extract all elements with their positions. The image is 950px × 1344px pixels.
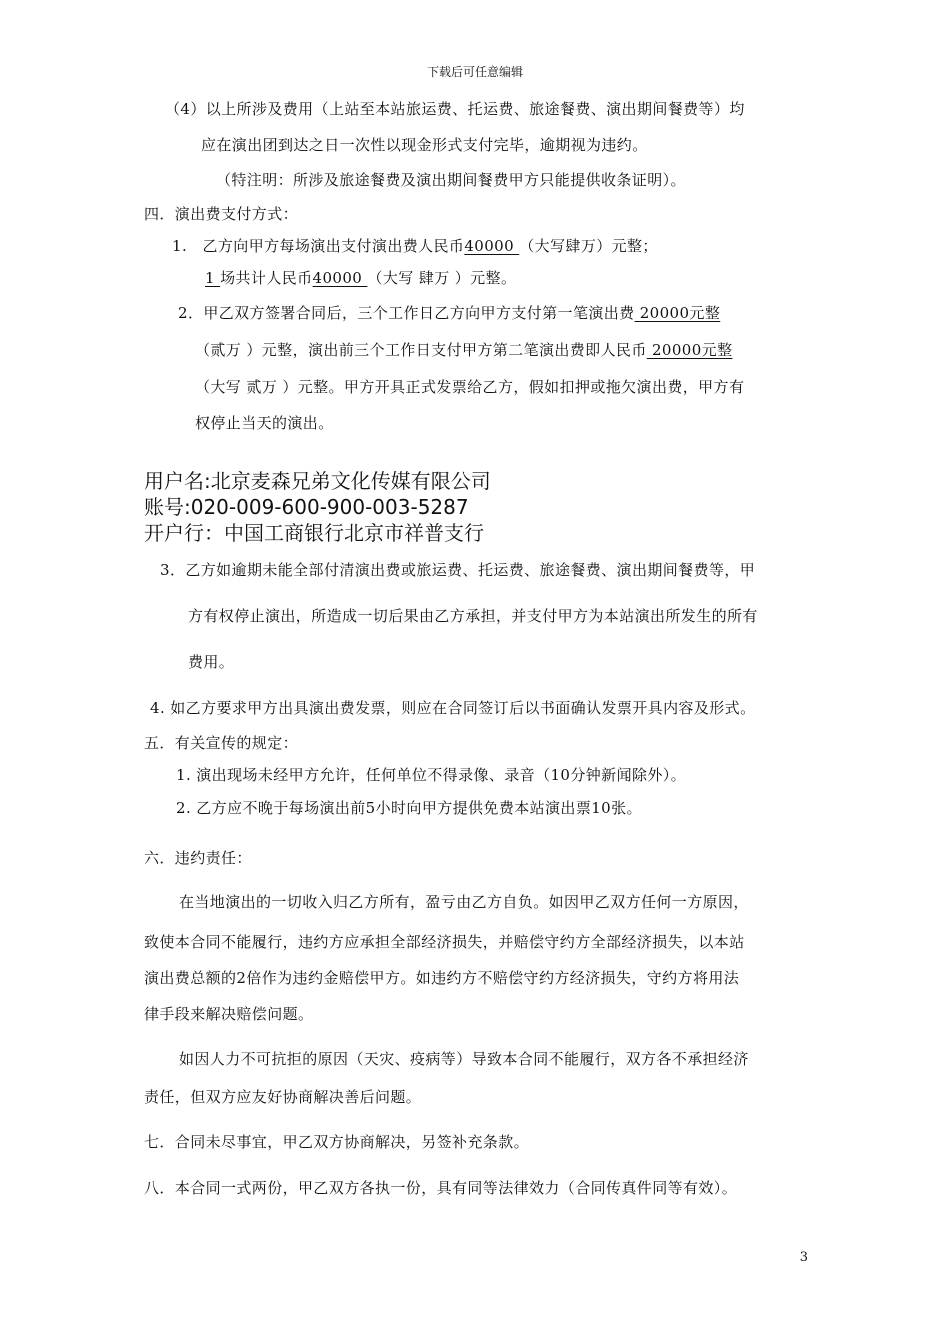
section-4-item-3-line-1: 3．乙方如逾期未能全部付清演出费或旅运费、托运费、旅途餐费、演出期间餐费等，甲 (160, 561, 756, 579)
section-4-item-3-line-2: 方有权停止演出，所造成一切后果由乙方承担，并支付甲方为本站演出所发生的所有 (188, 607, 758, 625)
section-6-para-1-line-1: 在当地演出的一切收入归乙方所有，盈亏由乙方自负。如因甲乙双方任何一方原因， (179, 893, 749, 911)
section-4-title: 四．演出费支付方式： (144, 205, 299, 223)
section-6-para-1-line-4: 律手段来解决赔偿问题。 (144, 1005, 314, 1023)
section-6-para-1-line-2: 致使本合同不能履行，违约方应承担全部经济损失，并赔偿守约方全部经济损失，以本站 (144, 933, 745, 951)
first-payment-text: 2．甲乙双方签署合同后，三个工作日乙方向甲方支付第一笔演出费 (178, 304, 635, 322)
fee-per-show-text: 1. 乙方向甲方每场演出支付演出费人民币 (172, 237, 465, 255)
section-8: 八．本合同一式两份，甲乙双方各执一份，具有同等法律效力（合同传真件同等有效）。 (144, 1179, 738, 1197)
section-6-para-2-line-1: 如因人力不可抗拒的原因（天灾、疫病等）导致本合同不能履行，双方各不承担经济 (179, 1050, 749, 1068)
bank-branch: 开户行：中国工商银行北京市祥普支行 (144, 521, 484, 545)
fee-per-show-words: （大写肆万）元整； (519, 237, 658, 255)
total-fee-words: （大写 肆万 ）元整。 (367, 269, 517, 287)
section-6-para-1-line-3: 演出费总额的2倍作为违约金赔偿甲方。如违约方不赔偿守约方经济损失，守约方将用法 (144, 969, 740, 987)
total-fee-text: 场共计人民币 (220, 269, 313, 287)
clause-4-note: （特注明：所涉及旅途餐费及演出期间餐费甲方只能提供收条证明）。 (216, 171, 686, 189)
section-4-item-2-line-4: 权停止当天的演出。 (195, 414, 334, 432)
total-fee-amount: 40000 (312, 269, 368, 287)
section-5-item-2: 2. 乙方应不晚于每场演出前5小时向甲方提供免费本站演出票10张。 (176, 799, 642, 817)
bank-account-name: 用户名:北京麦森兄弟文化传媒有限公司 (144, 469, 491, 493)
section-4-item-1-line-1 (172, 236, 658, 256)
bank-account-number: 账号:020-009-600-900-003-5287 (144, 495, 469, 519)
section-4-item-2-line-1 (178, 303, 720, 323)
section-4-item-3-line-3: 费用。 (188, 653, 235, 671)
second-payment-text: （贰万 ）元整，演出前三个工作日支付甲方第二笔演出费即人民币 (195, 341, 647, 359)
section-4-item-4: 4. 如乙方要求甲方出具演出费发票，则应在合同签订后以书面确认发票开具内容及形式。 (150, 699, 756, 717)
clause-4-line-1: （4）以上所涉及费用（上站至本站旅运费、托运费、旅途餐费、演出期间餐费等）均 (165, 100, 745, 118)
section-6-title: 六．违约责任： (144, 849, 252, 867)
section-4-item-2-line-2 (195, 340, 732, 360)
fee-per-show-amount: 40000 (464, 237, 520, 255)
second-payment-amount: 20000元整 (646, 341, 733, 359)
section-4-item-1-line-2 (205, 268, 516, 288)
clause-4-line-2: 应在演出团到达之日一次性以现金形式支付完毕，逾期视为违约。 (201, 136, 648, 154)
section-5-title: 五．有关宣传的规定： (144, 734, 299, 752)
page-header: 下载后可任意编辑 (426, 65, 523, 79)
section-4-item-2-line-3: （大写 贰万 ）元整。甲方开具正式发票给乙方，假如扣押或拖欠演出费，甲方有 (195, 378, 745, 396)
section-5-item-1: 1. 演出现场未经甲方允许，任何单位不得录像、录音（10分钟新闻除外）。 (176, 766, 687, 784)
first-payment-amount: 20000元整 (634, 304, 721, 322)
show-count: 1 (205, 269, 221, 287)
section-7: 七．合同未尽事宜，甲乙双方协商解决，另签补充条款。 (144, 1133, 530, 1151)
section-6-para-2-line-2: 责任，但双方应友好协商解决善后问题。 (144, 1088, 422, 1106)
page-number: 3 (799, 1250, 808, 1265)
